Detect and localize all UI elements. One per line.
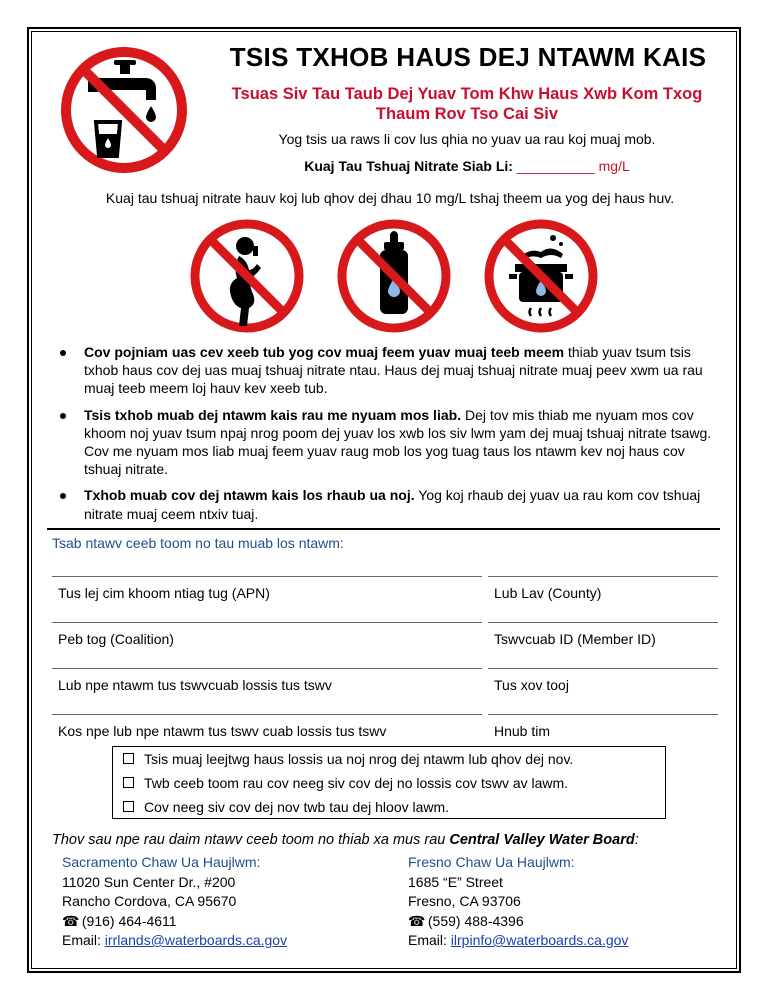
office-phone (62, 912, 287, 932)
bullet-text: Dej tov mis thiab me nyuam mos cov khoom noj yuav tsum npaj nrog poom dej yuav los xwb los siv lwm yam dej muaj tshuaj nitrate tsawg. Cov me nyuam mos liab muaj feem yuav raug mob los yog tuag taus los ntawm kev noj haus cov tshuaj nitrate. (84, 406, 712, 478)
phone-label: Tus xov tooj (494, 677, 569, 693)
bullet-dot (60, 493, 66, 499)
bullet-bold-text: Txhob muab cov dej ntawm kais los rhaub ua noj. (84, 487, 415, 504)
page-title: TSIS TXHOB HAUS DEJ NTAWM KAIS (229, 42, 707, 72)
bullet-bold-text: Cov pojniam uas cev xeeb tub yog cov muaj feem yuav muaj teeb meem (84, 344, 565, 360)
checkbox-row[interactable] (123, 751, 573, 767)
mailing-text: Thov sau npe rau daim ntawv ceeb toom no thiab xa mus rau (52, 832, 450, 848)
phone-icon: ☎ (62, 912, 80, 929)
checkbox-label: Twb ceeb toom rau cov neeg siv cov dej no lossis cov tswv av lawm. (144, 775, 569, 791)
office-email (62, 931, 287, 951)
bullet-text: thiab yuav tsum tsis txhob haus cov dej uas muaj tshuaj nitrate ntau. Haus dej muaj tshuaj nitrate muaj peev xwm ua rau muaj teeb meem loj hauv kev xeeb tub. (84, 344, 703, 397)
fresno-office (408, 853, 628, 951)
no-baby-bottle-icon (334, 216, 454, 336)
nitrate-level-label: Kuaj Tau Tshuaj Nitrate Siab Li: (304, 158, 513, 174)
checkbox-label: Cov neeg siv cov dej nov twb tau dej hloov lawm. (144, 799, 450, 815)
office-street: 11020 Sun Center Dr., #200 (62, 873, 236, 890)
nitrate-level-unit: mg/L (598, 158, 630, 174)
owner-name-label: Lub npe ntawm tus tswvcuab lossis tus tswv (58, 677, 332, 693)
mailing-colon: : (634, 832, 639, 848)
nitrate-level-blank[interactable]: __________ (516, 158, 595, 174)
office-name: Sacramento Chaw Ua Haujlwm: (62, 854, 261, 870)
email-link[interactable]: ilrpinfo@waterboards.ca.gov (450, 932, 629, 948)
no-pregnant-drinking-icon (187, 216, 307, 336)
email-label: Email: (408, 932, 451, 948)
mailing-instruction (52, 832, 639, 848)
email-link[interactable]: irrlands@waterboards.ca.gov (104, 932, 288, 948)
office-email (408, 931, 628, 951)
checkbox-group (112, 746, 666, 819)
instruction-text: Yog tsis ua raws li cov lus qhia no yuav ua rau koj muaj mob. (278, 131, 656, 147)
sacramento-office (62, 853, 287, 951)
office-name: Fresno Chaw Ua Haujlwm: (408, 854, 575, 870)
exceed-text: Kuaj tau tshuaj nitrate hauv koj lub qhov dej dhau 10 mg/L tshaj theem ua yog dej haus huv. (105, 190, 675, 206)
bullet-bold-text: Tsis txhob muab dej ntawm kais rau me nyuam mos liab. (84, 406, 462, 423)
warning-list (58, 343, 718, 531)
office-city: Fresno, CA 93706 (408, 893, 521, 909)
bullet-text: Yog koj rhaub dej yuav ua rau kom cov tshuaj nitrate muaj ceem ntxiv tuaj. (84, 487, 701, 522)
office-street: 1685 “E” Street (408, 873, 503, 890)
list-item (58, 406, 718, 479)
checkbox-label: Tsis muaj leejtwg haus lossis ua noj nrog dej ntawm lub qhov dej nov. (144, 751, 574, 767)
no-faucet-drinking-icon (56, 42, 192, 178)
phone-icon: ☎ (408, 912, 426, 929)
section-divider (47, 528, 720, 530)
checkbox[interactable] (123, 753, 134, 764)
subtitle (205, 84, 729, 124)
office-city: Rancho Cordova, CA 95670 (62, 893, 237, 909)
subtitle-line-2: Thaum Rov Tso Cai Siv (375, 105, 559, 123)
phone-number: (559) 488-4396 (427, 912, 524, 929)
board-name: Central Valley Water Board (449, 832, 635, 848)
nitrate-level-line (205, 158, 729, 174)
county-label: Lub Lav (County) (494, 585, 602, 601)
no-boiling-icon (481, 216, 601, 336)
office-phone (408, 912, 628, 932)
phone-number: (916) 464-4611 (81, 912, 177, 929)
member-id-label: Tswvcuab ID (Member ID) (494, 631, 656, 647)
checkbox[interactable] (123, 801, 134, 812)
signature-label: Kos npe lub npe ntawm tus tswv cuab lossis tus tswv (58, 723, 387, 739)
date-label: Hnub tim (494, 723, 551, 739)
form-intro: Tsab ntawv ceeb toom no tau muab los ntawm: (52, 535, 344, 551)
subtitle-line-1: Tsuas Siv Tau Taub Dej Yuav Tom Khw Haus Xwb Kom Txog (231, 85, 703, 103)
list-item (58, 486, 718, 522)
email-label: Email: (62, 932, 105, 948)
checkbox-row[interactable] (123, 775, 568, 791)
list-item (58, 343, 718, 398)
apn-label: Tus lej cim khoom ntiag tug (APN) (58, 585, 270, 601)
checkbox[interactable] (123, 777, 134, 788)
bullet-dot (60, 350, 66, 356)
bullet-dot (60, 413, 66, 419)
coalition-label: Peb tog (Coalition) (58, 631, 174, 647)
checkbox-row[interactable] (123, 799, 449, 815)
